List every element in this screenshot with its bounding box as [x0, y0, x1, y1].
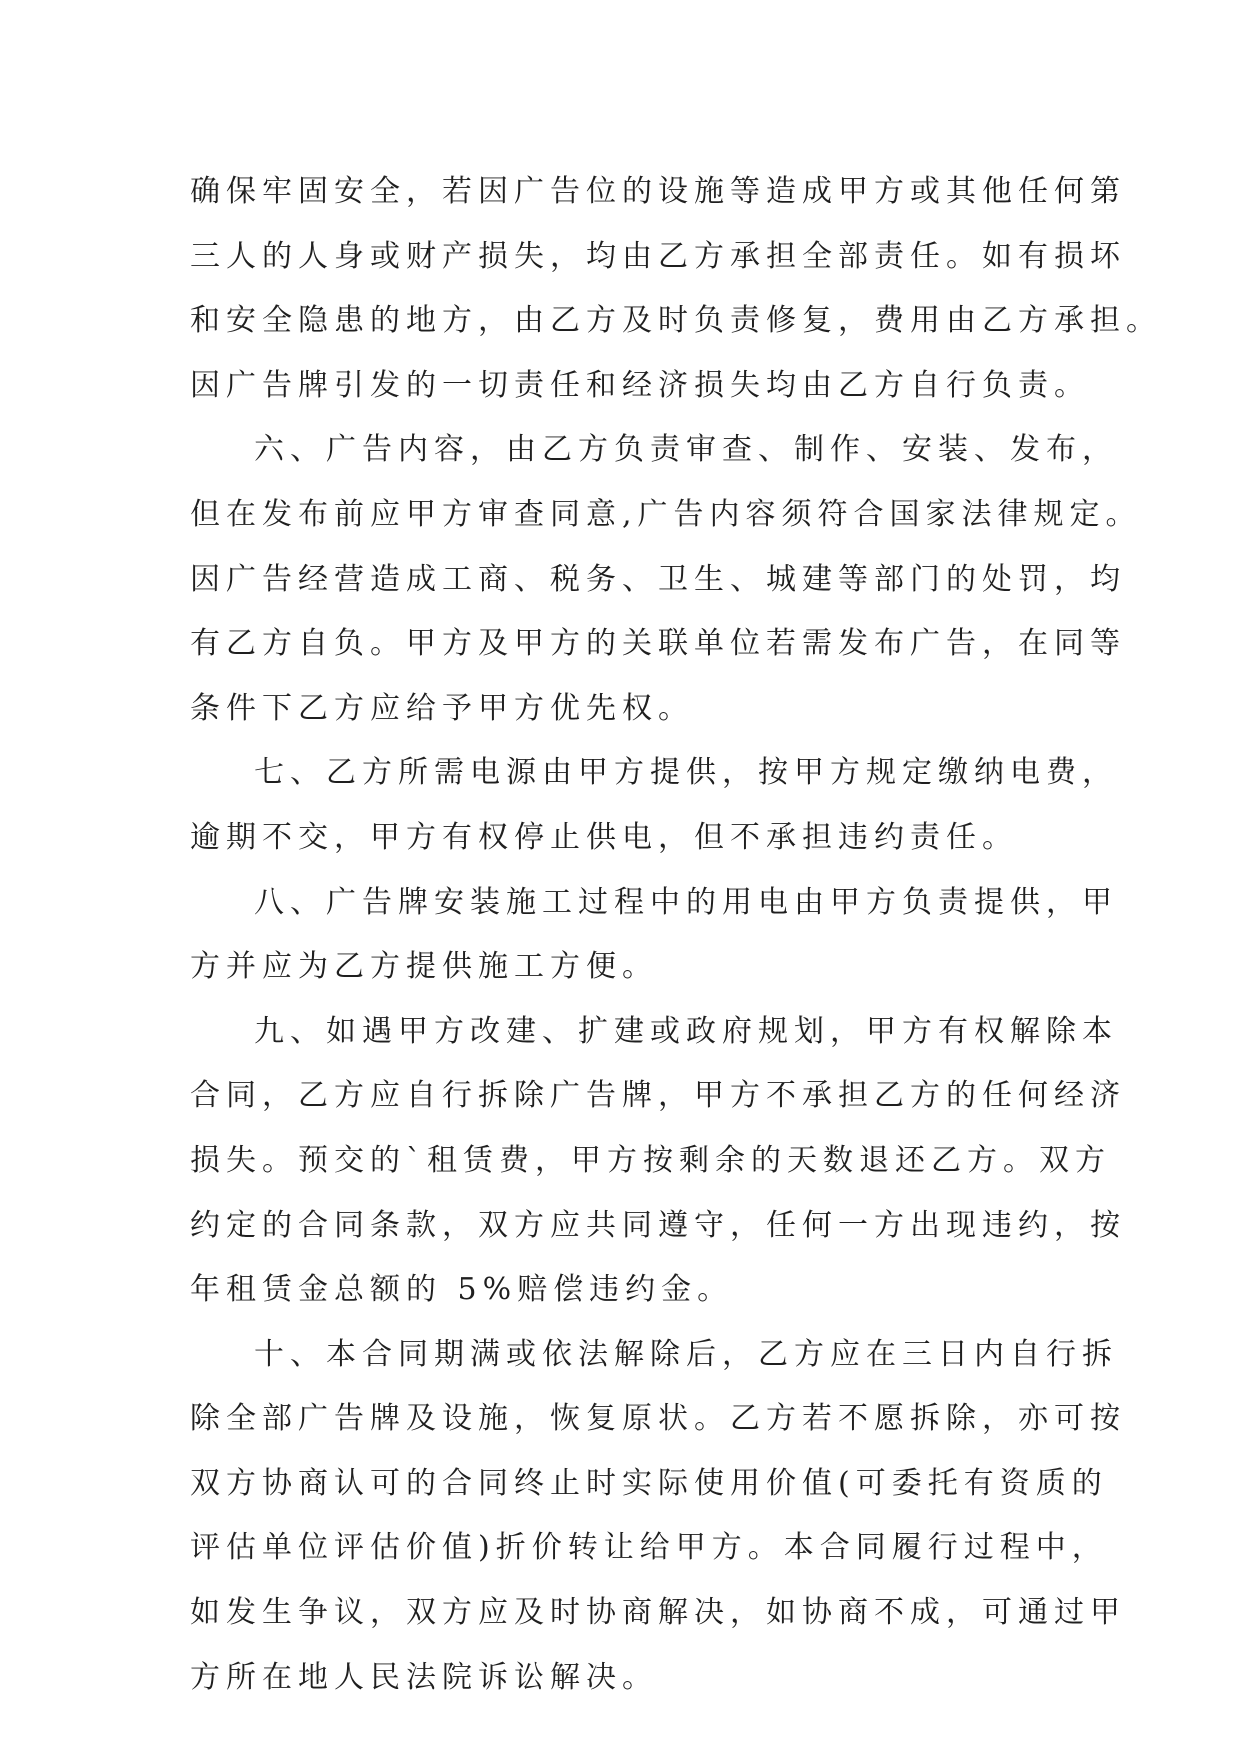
text-line: 方并应为乙方提供施工方便。: [190, 949, 658, 985]
text-line: 确保牢固安全，若因广告位的设施等造成甲方或其他任何第: [190, 174, 1126, 209]
text-line: 方所在地人民法院诉讼解决。: [190, 1659, 658, 1695]
text-line: 除全部广告牌及设施，恢复原状。乙方若不愿拆除，亦可按: [190, 1401, 1126, 1437]
text-line: 年租赁金总额的 5%赔偿违约金。: [190, 1272, 734, 1308]
text-line: 损失。预交的`租赁费，甲方按剩余的天数退还乙方。双方: [190, 1142, 1111, 1178]
text-line: 有乙方自负。甲方及甲方的关联单位若需发布广告，在同等: [190, 626, 1126, 662]
text-line: 逾期不交，甲方有权停止供电，但不承担违约责任。: [190, 819, 1018, 855]
text-line: 因广告牌引发的一切责任和经济损失均由乙方自行负责。: [190, 367, 1090, 403]
text-line: 合同，乙方应自行拆除广告牌，甲方不承担乙方的任何经济: [190, 1078, 1126, 1114]
clause-8-first-line: 八、广告牌安装施工过程中的用电由甲方负责提供，甲: [254, 884, 1118, 920]
text-line: 条件下乙方应给予甲方优先权。: [190, 690, 694, 726]
text-line: 和安全隐患的地方，由乙方及时负责修复，费用由乙方承担。: [190, 303, 1162, 339]
clause-10-first-line: 十、本合同期满或依法解除后，乙方应在三日内自行拆: [254, 1336, 1118, 1372]
clause-6-first-line: 六、广告内容，由乙方负责审查、制作、安装、发布，: [254, 432, 1118, 468]
text-line: 但在发布前应甲方审查同意,广告内容须符合国家法律规定。: [190, 496, 1142, 532]
text-line: 评估单位评估价值)折价转让给甲方。本合同履行过程中，: [190, 1530, 1108, 1566]
text-line: 三人的人身或财产损失，均由乙方承担全部责任。如有损坏: [190, 238, 1126, 274]
text-line: 约定的合同条款，双方应共同遵守，任何一方出现违约，按: [190, 1207, 1126, 1243]
contract-body-text: [190, 160, 1162, 1710]
clause-9-first-line: 九、如遇甲方改建、扩建或政府规划，甲方有权解除本: [254, 1013, 1118, 1049]
text-line: 因广告经营造成工商、税务、卫生、城建等部门的处罚，均: [190, 561, 1126, 597]
clause-7-first-line: 七、乙方所需电源由甲方提供，按甲方规定缴纳电费，: [254, 755, 1118, 791]
text-line: 如发生争议，双方应及时协商解决，如协商不成，可通过甲: [190, 1595, 1126, 1631]
text-line: 双方协商认可的合同终止时实际使用价值(可委托有资质的: [190, 1465, 1108, 1501]
